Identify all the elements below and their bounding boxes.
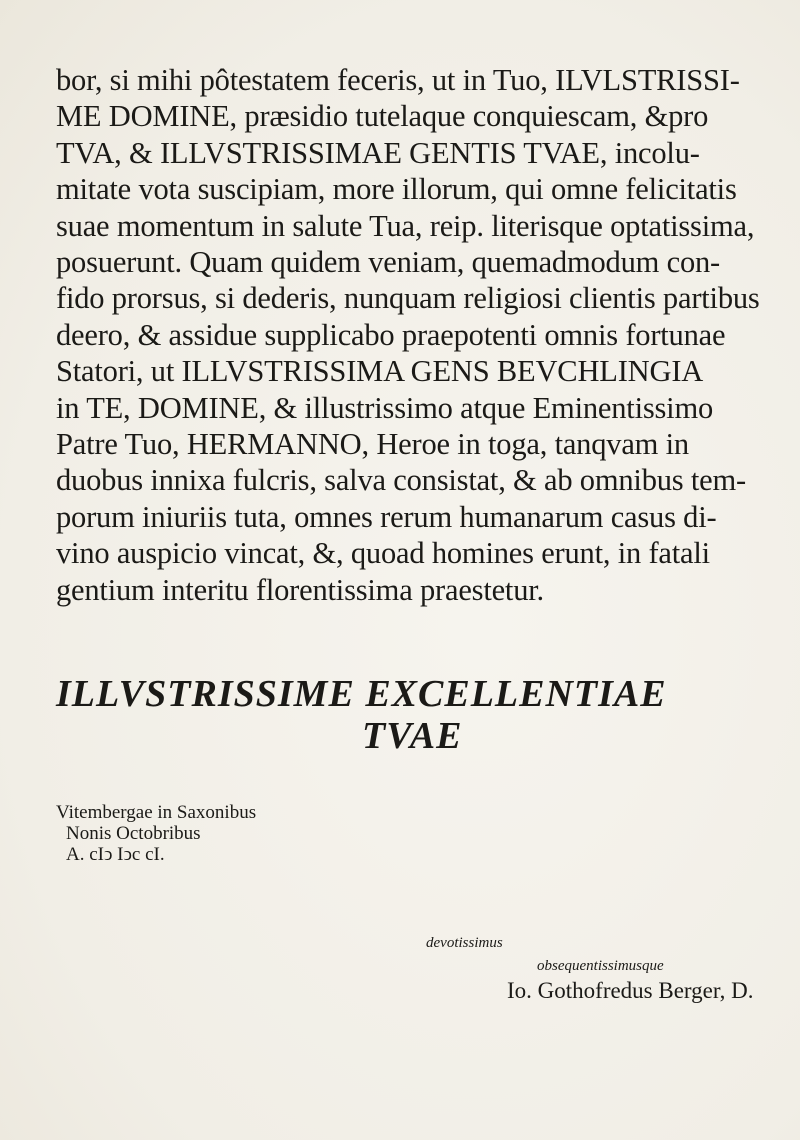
text-line: vino auspicio vincat, &, quoad homines erunt, in fatali <box>56 536 710 571</box>
text-line: duobus innixa fulcris, salva consistat, & ab omnibus tem- <box>56 463 746 498</box>
signature-heading-continued: TVAE <box>362 715 463 757</box>
place-and-date <box>56 802 256 865</box>
author-name: Io. Gothofredus Berger, D. <box>507 978 754 1003</box>
text-line: Statori, ut ILLVSTRISSIMA GENS BEVCHLINGIA <box>56 354 704 389</box>
text-line: porum iniuriis tuta, omnes rerum humanarum casus di- <box>56 499 717 534</box>
dedication-body <box>56 62 768 608</box>
text-line: mitate vota suscipiam, more illorum, qui omne felicitatis <box>56 172 737 207</box>
date-line: Nonis Octobribus <box>66 823 201 844</box>
signature-heading: ILLVSTRISSIME EXCELLENTIAE <box>56 673 667 715</box>
text-line: Patre Tuo, HERMANNO, Heroe in toga, tanqvam in <box>56 427 689 462</box>
text-line: gentium interitu florentissima praestetur. <box>56 572 544 607</box>
text-line: in TE, DOMINE, & illustrissimo atque Eminentissimo <box>56 390 714 425</box>
closing-devotissimus: devotissimus <box>426 935 503 951</box>
text-line: suae momentum in salute Tua, reip. literisque optatissima, <box>56 208 755 243</box>
year-line: A. cIↄ Iↄc cI. <box>66 844 165 865</box>
text-line: fido prorsus, si dederis, nunquam religiosi clientis partibus <box>56 281 760 316</box>
text-line: TVA, & ILLVSTRISSIMAE GENTIS TVAE, incolu- <box>56 135 700 170</box>
text-line: deero, & assidue supplicabo praepotenti omnis fortunae <box>56 317 726 352</box>
place-line: Vitembergae in Saxonibus <box>56 802 257 823</box>
text-line: ME DOMINE, præsidio tutelaque conquiescam, &pro <box>56 99 709 134</box>
text-line: bor, si mihi pôtestatem feceris, ut in Tuo, ILVLSTRISSI- <box>56 63 740 97</box>
closing-obsequentissimus: obsequentissimusque <box>537 958 664 974</box>
text-line: posuerunt. Quam quidem veniam, quemadmodum con- <box>56 245 720 280</box>
